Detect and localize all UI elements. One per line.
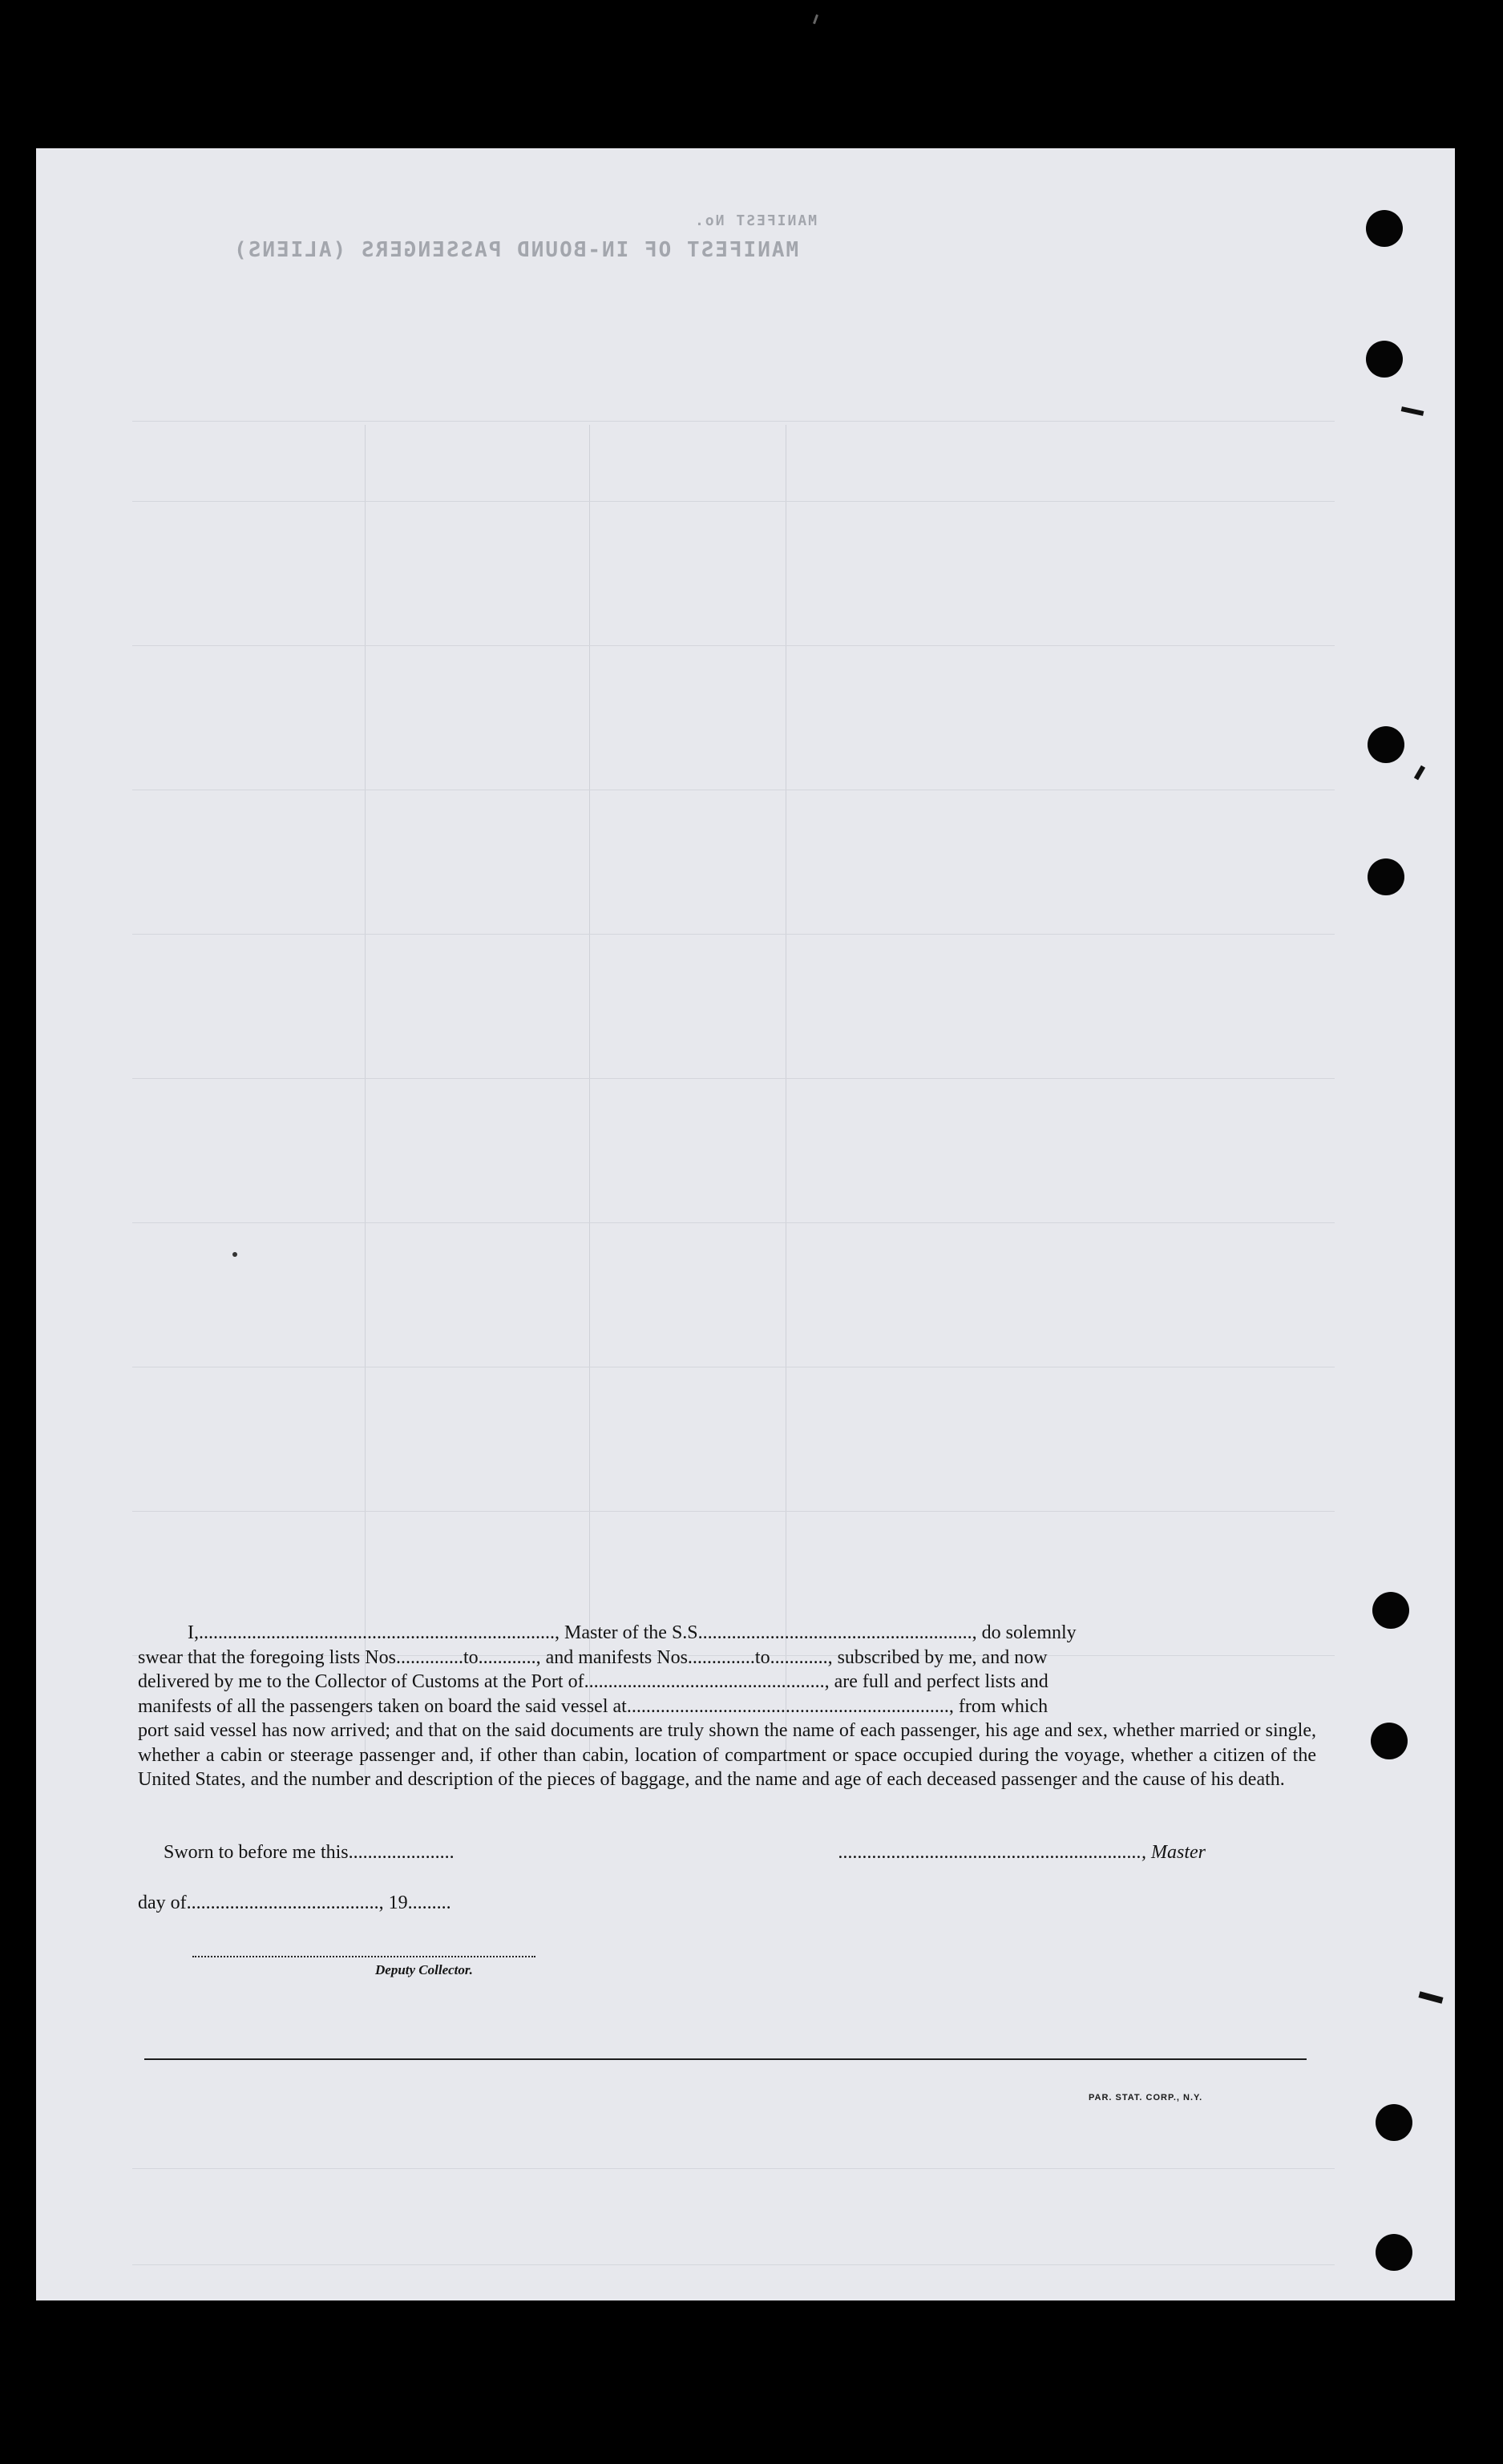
grid-line	[132, 1222, 1335, 1223]
bottom-rule	[144, 2058, 1307, 2060]
oath-line-1: I,.........................................................................., Master of the S.S........................................................., do solemnly	[188, 1622, 1077, 1643]
punch-hole	[1376, 2234, 1412, 2271]
sworn-label: Sworn to before me this......................	[164, 1842, 455, 1863]
deputy-collector-label: Deputy Collector.	[375, 1962, 473, 1977]
grid-line	[132, 1078, 1335, 1079]
grid-line	[589, 425, 590, 1787]
manifest-number-ghost: MANIFEST No.	[693, 212, 818, 229]
printer-imprint: PAR. STAT. CORP., N.Y.	[1089, 2093, 1203, 2102]
ink-speck	[232, 1252, 237, 1257]
master-signature-line: ..............................................................., Master	[838, 1842, 1206, 1863]
grid-line	[365, 425, 366, 1787]
punch-hole	[1366, 210, 1403, 247]
grid-line	[132, 501, 1335, 502]
oath-body: port said vessel has now arrived; and that on the said documents are truly shown the name of each passenger, his age and sex, whether married or single, whether a cabin or steerage passenger and, if other than cabin, location of compartment or space occupied during the voyage, whether a citizen of the United States, and the number and description of the pieces of baggage, and the name and age of each deceased passenger and the cause of his death.	[138, 1720, 1316, 1790]
form-page	[36, 148, 1455, 2300]
master-oath	[138, 1621, 1316, 1792]
punch-hole	[1368, 858, 1404, 895]
oath-line-4: manifests of all the passengers taken on board the said vessel at..................................................................., from which	[138, 1695, 1048, 1717]
grid-line	[132, 421, 1335, 422]
punch-hole	[1376, 2104, 1412, 2141]
grid-line	[132, 645, 1335, 646]
grid-line	[132, 2168, 1335, 2169]
oath-line-2: swear that the foregoing lists Nos..............to............, and manifests Nos..............to............, subscribed by me, and now	[138, 1646, 1048, 1668]
form-title-ghost: MANIFEST OF IN-BOUND PASSENGERS (ALIENS)	[232, 238, 799, 262]
punch-hole	[1368, 726, 1404, 763]
deputy-signature-line	[192, 1956, 535, 1957]
day-of-line: day of........................................, 19.........	[138, 1892, 451, 1913]
paper-tear	[813, 14, 818, 24]
punch-hole	[1371, 1723, 1408, 1759]
oath-line-3: delivered by me to the Collector of Customs at the Port of.................................................., are full and perfect lists and	[138, 1671, 1048, 1692]
punch-hole	[1366, 341, 1403, 378]
grid-line	[132, 1511, 1335, 1512]
punch-hole	[1372, 1592, 1409, 1629]
grid-line	[132, 934, 1335, 935]
grid-line	[132, 2264, 1335, 2265]
